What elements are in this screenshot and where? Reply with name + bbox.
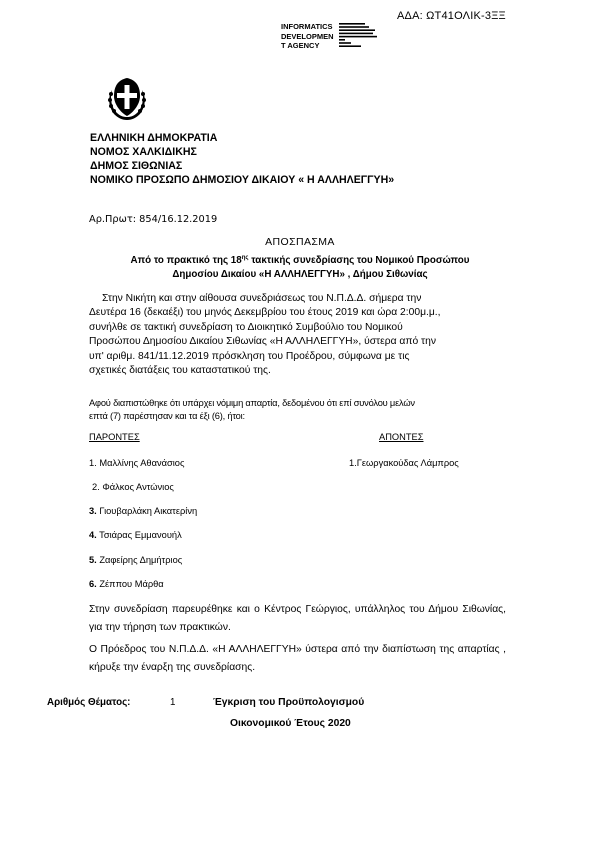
member-name: Ζαφείρης Δημήτριος xyxy=(96,555,183,565)
member-number: 4. xyxy=(89,530,97,540)
header-republic: ΕΛΛΗΝΙΚΗ ΔΗΜΟΚΡΑΤΙΑ xyxy=(90,132,218,144)
stamp-fine-print-marks xyxy=(339,23,383,59)
meeting-line-3: συνήλθε σε τακτική συνεδρίαση το Διοικητικό Συμβούλιο του Νομικού xyxy=(89,321,403,333)
absent-member-1: 1.Γεωργακούδας Λάμπρος xyxy=(349,458,459,468)
member-name: Μαλλίνης Αθανάσιος xyxy=(96,458,185,468)
letterhead xyxy=(90,131,394,187)
present-member-4 xyxy=(89,530,182,540)
present-member-2 xyxy=(92,482,174,492)
member-number: 5. xyxy=(89,555,97,565)
greek-state-emblem-icon xyxy=(106,74,148,122)
meeting-line-1: Στην Νικήτη και στην αίθουσα συνεδριάσεως του Ν.Π.Δ.Δ. σήμερα την xyxy=(102,293,422,304)
document-title: ΑΠΟΣΠΑΣΜΑ xyxy=(265,236,335,248)
present-member-6 xyxy=(89,579,164,589)
member-number: 2. xyxy=(92,482,100,492)
member-number: 6. xyxy=(89,579,97,589)
subject-title-line-1: Έγκριση του Προϋπολογισμού xyxy=(213,697,365,708)
meeting-line-5: υπ' αριθμ. 841/11.12.2019 πρόσκληση του Προέδρου, σύμφωνα με τις xyxy=(89,350,410,362)
header-prefecture: ΝΟΜΟΣ ΧΑΛΚΙΔΙΚΗΣ xyxy=(90,146,197,158)
meeting-line-4: Προσώπου Δημοσίου Δικαίου Σιθωνίας «Η ΑΛΛΗΛΕΓΓΥΗ», ύστερα από την xyxy=(89,336,436,348)
subject-title-line-2: Οικονομικού Έτους 2020 xyxy=(230,718,351,729)
protocol-number: Αρ.Πρωτ: 854/16.12.2019 xyxy=(89,214,218,225)
absent-header: ΑΠΟΝΤΕΣ xyxy=(379,432,424,442)
opening-paragraph: Ο Πρόεδρος του Ν.Π.Δ.Δ. «Η ΑΛΛΗΛΕΓΓΥΗ» ύστερα από την διαπίστωση της απαρτίας , κήρυξε την έναρξη της συνεδρίασης. xyxy=(89,644,506,673)
member-number: 3. xyxy=(89,506,97,516)
secretary-paragraph: Στην συνεδρίαση παρευρέθηκε και ο Κέντρος Γεώργιος, υπάλληλος του Δήμου Σιθωνίας, για την τήρηση των πρακτικών. xyxy=(89,604,506,633)
present-member-1 xyxy=(89,458,184,468)
stamp-line-1: INFORMATICS xyxy=(281,22,333,31)
subject-label: Αριθμός Θέματος: xyxy=(47,697,131,708)
stamp-fine-print xyxy=(339,23,383,61)
member-name: Γιουβαρλάκη Αικατερίνη xyxy=(96,506,198,516)
member-number: 1. xyxy=(89,458,97,468)
present-header: ΠΑΡΟΝΤΕΣ xyxy=(89,432,140,442)
subtitle-post: τακτικής συνεδρίασης του Νομικού Προσώπου xyxy=(248,255,470,266)
member-name: Φάλκος Αντώνιος xyxy=(99,482,174,492)
ada-code: ΑΔΑ: ΩΤ41ΟΛΙΚ-3ΞΞ xyxy=(397,10,506,22)
meeting-line-6: σχετικές διατάξεις του καταστατικού της. xyxy=(89,365,271,377)
informatics-agency-stamp xyxy=(281,22,381,62)
stamp-line-3: T AGENCY xyxy=(281,41,320,50)
meeting-paragraph xyxy=(89,292,509,378)
subject-number: 1 xyxy=(170,697,176,708)
subtitle-pre: Από το πρακτικό της 18 xyxy=(130,255,242,266)
header-legal-entity: ΝΟΜΙΚΟ ΠΡΟΣΩΠΟ ΔΗΜΟΣΙΟΥ ΔΙΚΑΙΟΥ « Η ΑΛΛΗΛΕΓΓΥΗ» xyxy=(90,174,395,186)
subtitle-line-2: Δημοσίου Δικαίου «Η ΑΛΛΗΛΕΓΓΥΗ» , Δήμου Σιθωνίας xyxy=(172,269,428,280)
document-subtitle xyxy=(60,251,540,282)
member-name: Τσιάρας Εμμανουήλ xyxy=(96,530,182,540)
stamp-line-2: DEVELOPMEN xyxy=(281,31,334,41)
member-name: Ζέππου Μάρθα xyxy=(96,579,164,589)
subtitle-ordinal: ης xyxy=(241,255,249,261)
quorum-paragraph xyxy=(89,397,509,423)
header-municipality: ΔΗΜΟΣ ΣΙΘΩΝΙΑΣ xyxy=(90,160,183,172)
meeting-line-2: Δευτέρα 16 (δεκαέξι) του μηνός Δεκεμβρίου του έτους 2019 και ώρα 2:00μ.μ., xyxy=(89,307,441,319)
present-member-3 xyxy=(89,506,197,516)
quorum-line-2: επτά (7) παρέστησαν και τα έξι (6), ήτοι: xyxy=(89,411,245,421)
quorum-line-1: Αφού διαπιστώθηκε ότι υπάρχει νόμιμη απαρτία, δεδομένου ότι επί συνόλου μελών xyxy=(89,398,415,408)
present-member-5 xyxy=(89,555,182,565)
